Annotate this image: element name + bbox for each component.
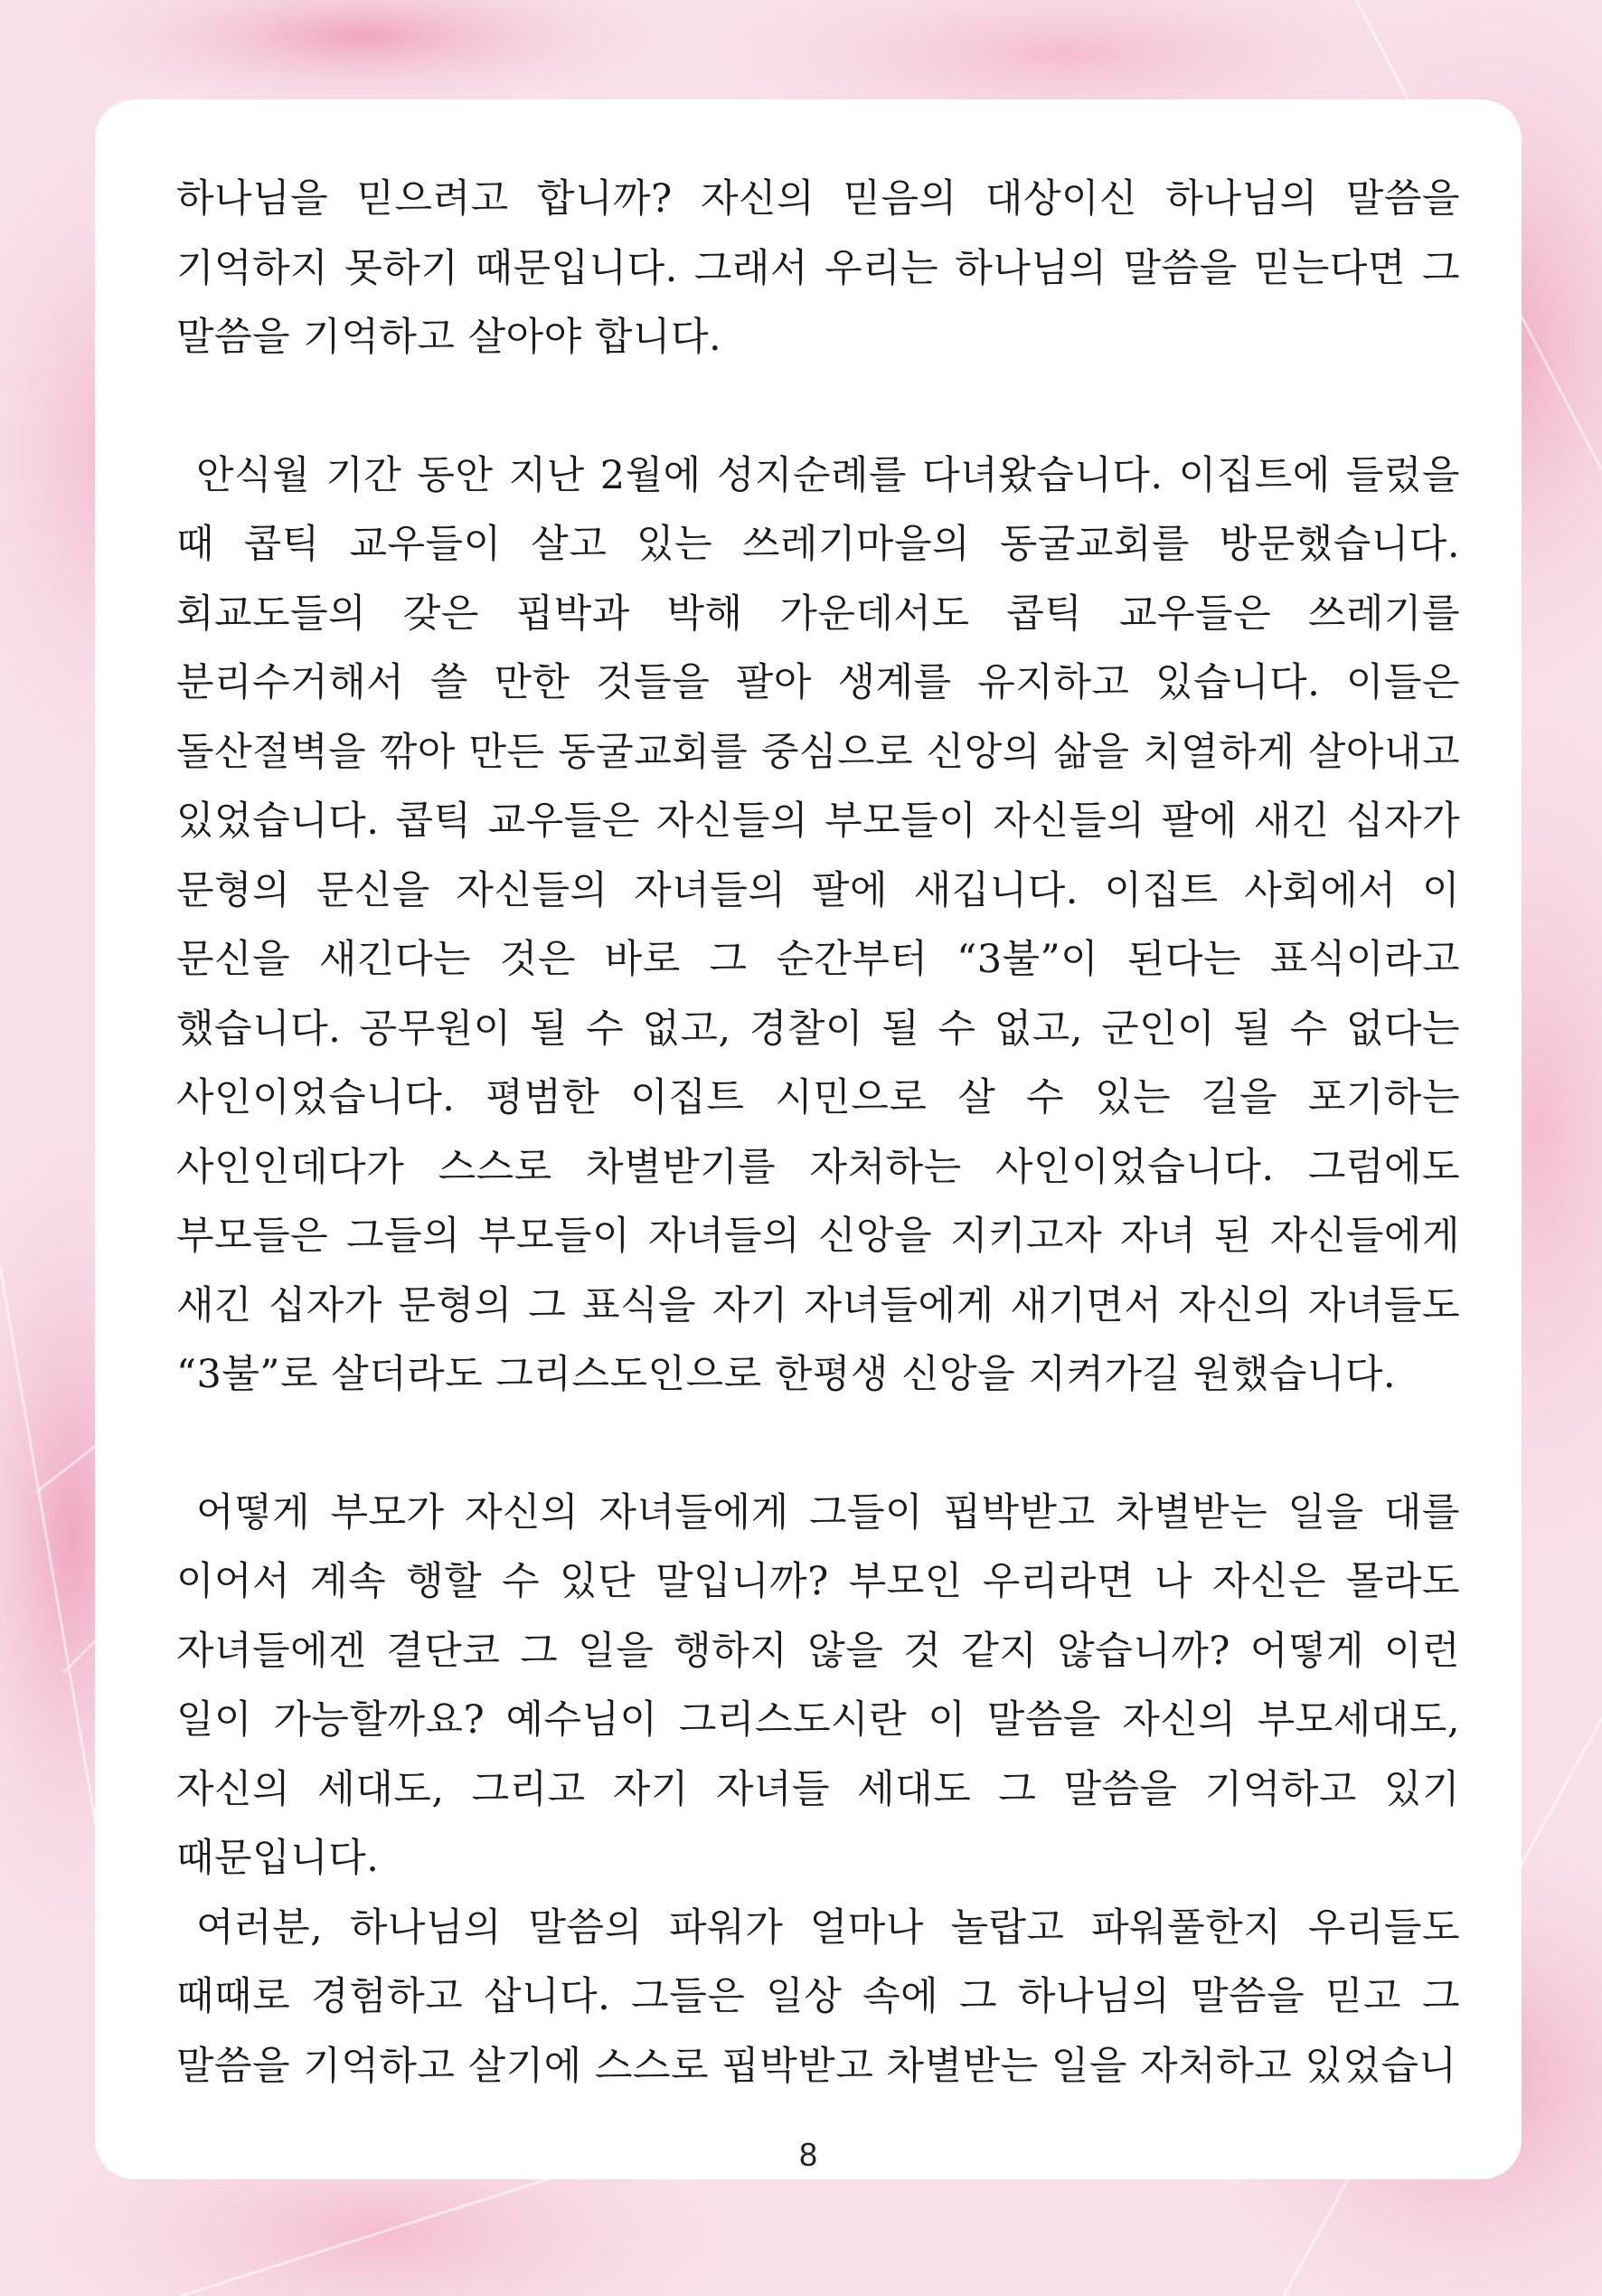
paragraph-4: 여러분, 하나님의 말씀의 파워가 얼마나 놀랍고 파워풀한지 우리들도 때때로 경험하고 삽니다. 그들은 일상 속에 그 하나님의 말씀을 믿고 그 말씀을 기억하고 살기에 스스로 핍박받고 차별받는 일을 자처하고 있었습니 — [176, 1904, 1460, 2089]
page-number: 8 — [798, 2136, 818, 2173]
paragraph-1: 하나님을 믿으려고 합니까? 자신의 믿음의 대상이신 하나님의 말씀을 기억하지 못하기 때문입니다. 그래서 우리는 하나님의 말씀을 믿는다면 그 말씀을 기억하고 살아야 합니다. — [176, 176, 1460, 360]
paragraph-3: 어떻게 부모가 자신의 자녀들에게 그들이 핍박받고 차별받는 일을 대를 이어서 계속 행할 수 있단 말입니까? 부모인 우리라면 나 자신은 몰라도 자녀들에겐 결단코 그 일을 행하지 않을 것 같지 않습니까? 어떻게 이런 일이 가능할까요? 예수님이 그리스도시란 이 말씀을 자신의 부모세대도, 자신의 세대도, 그리고 자기 자녀들 세대도 그 말씀을 기억하고 있기 때문입니다. — [176, 1489, 1460, 1881]
body-text — [176, 165, 1460, 2101]
paragraph-2: 안식월 기간 동안 지난 2월에 성지순례를 다녀왔습니다. 이집트에 들렀을 때 콥틱 교우들이 살고 있는 쓰레기마을의 동굴교회를 방문했습니다. 회교도들의 갖은 핍박과 박해 가운데서도 콥틱 교우들은 쓰레기를 분리수거해서 쓸 만한 것들을 팔아 생계를 유지하고 있습니다. 이들은 돌산절벽을 깎아 만든 동굴교회를 중심으로 신앙의 삶을 치열하게 살아내고 있었습니다. 콥틱 교우들은 자신들의 부모들이 자신들의 팔에 새긴 십자가 문형의 문신을 자신들의 자녀들의 팔에 새깁니다. 이집트 사회에서 이 문신을 새긴다는 것은 바로 그 순간부터 “3불”이 된다는 표식이라고 했습니다. 공무원이 될 수 없고, 경찰이 될 수 없고, 군인이 될 수 없다는 사인이었습니다. 평범한 이집트 시민으로 살 수 있는 길을 포기하는 사인인데다가 스스로 차별받기를 자처하는 사인이었습니다. 그럼에도 부모들은 그들의 부모들이 자녀들의 신앙을 지키고자 자녀 된 자신들에게 새긴 십자가 문형의 그 표식을 자기 자녀들에게 새기면서 자신의 자녀들도 “3불”로 살더라도 그리스도인으로 한평생 신앙을 지켜가길 원했습니다. — [176, 452, 1460, 1397]
content-card — [95, 99, 1522, 2179]
